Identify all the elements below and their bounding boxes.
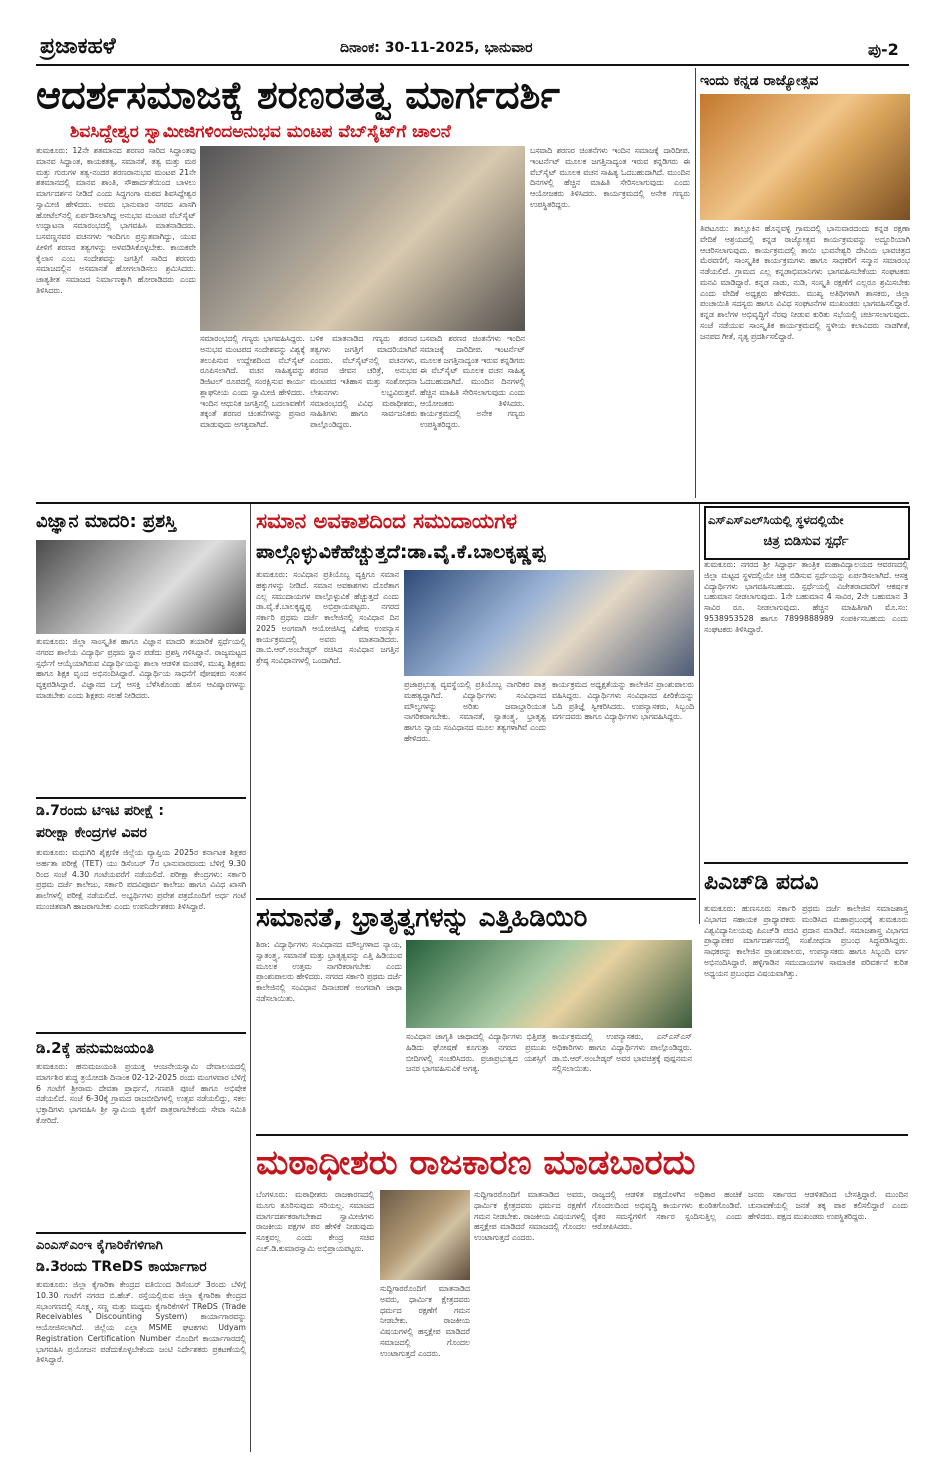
tet-headline: ಡಿ.7ರಂದು ಟಿಇಟಿ ಪರೀಕ್ಷೆ : <box>36 803 165 819</box>
samana-headline: ಸಮಾನ ಅವಕಾಶದಿಂದ ಸಮುದಾಯಗಳ <box>256 509 517 533</box>
column-divider <box>250 504 251 1452</box>
ssc-subhead: ಚಿತ್ರ ಬಿಡಿಸುವ ಸ್ಪರ್ಧೆ <box>763 534 849 549</box>
newspaper-title: ಪ್ರಜಾಕಹಳೆ <box>40 34 116 59</box>
samana-col3: ಕಾರ್ಯಕ್ರಮದ ಅಧ್ಯಕ್ಷತೆಯನ್ನು ಕಾಲೇಜಿನ ಪ್ರಾಂಶುಪಾಲರು ವಹಿಸಿದ್ದರು. ವಿದ್ಯಾರ್ಥಿಗಳು ಸಂವಿಧಾನದ ಪೀಠಿಕೆಯನ್ನು ಓದಿ ಪ್ರತಿಜ್ಞೆ ಸ್ವೀಕರಿಸಿದರು. ಉಪನ್ಯಾಸಕರು, ಸಿಬ್ಬಂದಿ ವರ್ಗದವರು ಹಾಗೂ ವಿದ್ಯಾರ್ಥಿಗಳು ಭಾಗವಹಿಸಿದ್ದರು. <box>552 680 694 722</box>
section-rule <box>704 862 908 864</box>
samana-photo <box>404 570 694 676</box>
samana-subhead: ಪಾಲ್ಗೊಳ್ಳುವಿಕೆಹೆಚ್ಚುತ್ತದೆ:ಡಾ.ವೈ.ಕೆ.ಬಾಲಕೃಷ್ಣಪ್ಪ <box>256 541 546 563</box>
vijnana-body: ತುಮಕೂರು: ಜಿಲ್ಲಾ ಸಾಂಸ್ಕೃತಿಕ ಹಾಗೂ ವಿಜ್ಞಾನ ಮಾದರಿ ತಯಾರಿಕೆ ಸ್ಪರ್ಧೆಯಲ್ಲಿ ನಗರದ ಶಾಲೆಯ ವಿದ್ಯಾರ್ಥಿ ಪ್ರಥಮ ಸ್ಥಾನ ಪಡೆದು ಪ್ರಶಸ್ತಿ ಗಳಿಸಿದ್ದಾನೆ. ರಾಜ್ಯಮಟ್ಟದ ಸ್ಪರ್ಧೆಗೆ ಆಯ್ಕೆಯಾಗಿರುವ ವಿದ್ಯಾರ್ಥಿಯನ್ನು ಶಾಲಾ ಆಡಳಿತ ಮಂಡಳಿ, ಮುಖ್ಯ ಶಿಕ್ಷಕರು ಹಾಗೂ ಶಿಕ್ಷಕ ವೃಂದ ಅಭಿನಂದಿಸಿದ್ದಾರೆ. ವಿದ್ಯಾರ್ಥಿಯ ಸಾಧನೆಗೆ ಪೋಷಕರು ಸಂತಸ ವ್ಯಕ್ತಪಡಿಸಿದ್ದಾರೆ. ವಿಜ್ಞಾನದ ಬಗ್ಗೆ ಆಸಕ್ತಿ ಬೆಳೆಸಿಕೊಂಡು ಹೊಸ ಆವಿಷ್ಕಾರಗಳನ್ನು ಮಾಡಬೇಕು ಎಂದು ಶಿಕ್ಷಕರು ಸಲಹೆ ನೀಡಿದರು. <box>36 637 246 700</box>
main-article-col4: ಬಸವಾದಿ ಶರಣರ ಚಿಂತನೆಗಳು ಇಂದಿನ ಸಮಾಜಕ್ಕೆ ದಾರಿದೀಪ. ಇಂಟರ್ನೆಟ್ ಮೂಲಕ ಜಗತ್ತಿನಾದ್ಯಂತ ಇರುವ ಕನ್ನಡಿಗರು ಈ ವೆಬ್‌ಸೈಟ್ ಮೂಲಕ ವಚನ ಸಾಹಿತ್ಯ ಓದಬಹುದಾಗಿದೆ. ಮುಂದಿನ ದಿನಗಳಲ್ಲಿ ಹೆಚ್ಚಿನ ಮಾಹಿತಿ ಸೇರಿಸಲಾಗುವುದು ಎಂದು ಆಯೋಜಕರು ತಿಳಿಸಿದರು. ಕಾರ್ಯಕ್ರಮದಲ್ಲಿ ಅನೇಕ ಗಣ್ಯರು ಉಪಸ್ಥಿತರಿದ್ದರು. <box>530 146 690 209</box>
hanuma-body: ತುಮಕೂರು: ಹನುಮಜಯಂತಿ ಪ್ರಯುಕ್ತ ಆಂಜನೇಯಸ್ವಾಮಿ ದೇವಾಲಯದಲ್ಲಿ ಮಾರ್ಗಶಿರ ಶುದ್ಧ ತ್ರಯೋದಶಿ ದಿನಾಂಕ 02-12-2025 ರಂದು ಮಂಗಳವಾರ ಬೆಳಿಗ್ಗೆ 6 ಗಂಟೆಗೆ ಶ್ರೀರಾಮ ದೇವತಾ ಪ್ರಾರ್ಥನೆ, ಗಣಪತಿ ಪೂಜೆ ಹಾಗೂ ಅಭಿಷೇಕ ನಡೆಯಲಿದೆ. ಸಂಜೆ 6-30ಕ್ಕೆ ಗ್ರಾಮದ ರಾಜಬೀದಿಗಳಲ್ಲಿ ಉತ್ಸವ ನಡೆಯಲಿದ್ದು, ಸಕಲ ಭಕ್ತಾದಿಗಳು ಭಾಗವಹಿಸಿ ಶ್ರೀ ಸ್ವಾಮಿಯ ಕೃಪೆಗೆ ಪಾತ್ರರಾಗಬೇಕೆಂದು ಸೇವಾ ಸಮಿತಿ ಕೋರಿದೆ. <box>36 1062 246 1125</box>
page-number: ಪು-2 <box>868 40 899 59</box>
samanate-headline: ಸಮಾನತೆ, ಭ್ರಾತೃತ್ವಗಳನ್ನು ಎತ್ತಿಹಿಡಿಯಿರಿ <box>256 903 588 933</box>
mathadhisha-headline: ಮಠಾಧೀಶರು ರಾಜಕಾರಣ ಮಾಡಬಾರದು <box>256 1143 696 1183</box>
main-article-col2: ಸಮಾರಂಭದಲ್ಲಿ ಗಣ್ಯರು ಭಾಗವಹಿಸಿದ್ದರು. ಅನುಭವ ಮಂಟಪದ ಸಂದೇಶವನ್ನು ವಿಶ್ವಕ್ಕೆ ತಲುಪಿಸುವ ಉದ್ದೇಶದಿಂದ ವೆಬ್‌ಸೈಟ್ ರೂಪಿಸಲಾಗಿದೆ. ವಚನ ಸಾಹಿತ್ಯವನ್ನು ಡಿಜಿಟಲ್ ರೂಪದಲ್ಲಿ ಸಂರಕ್ಷಿಸುವ ಕಾರ್ಯ ಶ್ಲಾಘನೀಯ ಎಂದು ಸ್ವಾಮೀಜಿ ಹೇಳಿದರು. ಇಂದಿನ ಆಧುನಿಕ ಜಗತ್ತಿನಲ್ಲಿ ಬದಲಾವಣೆಗೆ ತಕ್ಕಂತೆ ಶರಣರ ಚಿಂತನೆಗಳನ್ನು ಪ್ರಸಾರ ಮಾಡುವುದು ಅಗತ್ಯವಾಗಿದೆ. <box>200 334 305 429</box>
samanate-col3: ಕಾರ್ಯಕ್ರಮದಲ್ಲಿ ಉಪನ್ಯಾಸಕರು, ಎನ್‌ಎಸ್‌ಎಸ್ ಅಧಿಕಾರಿಗಳು ಹಾಗೂ ವಿದ್ಯಾರ್ಥಿಗಳು ಪಾಲ್ಗೊಂಡಿದ್ದರು. ಡಾ.ಬಿ.ಆರ್.ಅಂಬೇಡ್ಕರ್ ಅವರ ಭಾವಚಿತ್ರಕ್ಕೆ ಪುಷ್ಪನಮನ ಸಲ್ಲಿಸಲಾಯಿತು. <box>552 1032 692 1074</box>
vijnana-headline: ವಿಜ್ಞಾನ ಮಾದರಿ: ಪ್ರಶಸ್ತಿ <box>36 511 177 532</box>
tet-subhead: ಪರೀಕ್ಷಾ ಕೇಂದ್ರಗಳ ವಿವರ <box>36 825 147 841</box>
section-rule <box>36 1032 246 1034</box>
samanate-col2: ಸಂವಿಧಾನ ಜಾಗೃತಿ ಜಾಥಾದಲ್ಲಿ ವಿದ್ಯಾರ್ಥಿಗಳು ಭಿತ್ತಿಪತ್ರ ಹಿಡಿದು ಘೋಷಣೆ ಕೂಗುತ್ತಾ ನಗರದ ಪ್ರಮುಖ ಬೀದಿಗಳಲ್ಲಿ ಸಂಚರಿಸಿದರು. ಪ್ರಜಾಪ್ರಭುತ್ವದ ಯಶಸ್ಸಿಗೆ ಜನರ ಭಾಗವಹಿಸುವಿಕೆ ಅಗತ್ಯ. <box>406 1032 546 1074</box>
samanate-col1: ಶಿರಾ: ವಿದ್ಯಾರ್ಥಿಗಳು ಸಂವಿಧಾನದ ಮೌಲ್ಯಗಳಾದ ನ್ಯಾಯ, ಸ್ವಾತಂತ್ರ್ಯ, ಸಮಾನತೆ ಮತ್ತು ಭ್ರಾತೃತ್ವವನ್ನು ಎತ್ತಿ ಹಿಡಿಯುವ ಮೂಲಕ ಉತ್ತಮ ನಾಗರಿಕರಾಗಬೇಕು ಎಂದು ಪ್ರಾಂಶುಪಾಲರು ಹೇಳಿದರು. ನಗರದ ಸರ್ಕಾರಿ ಪ್ರಥಮ ದರ್ಜೆ ಕಾಲೇಜಿನಲ್ಲಿ ಸಂವಿಧಾನ ದಿನಾಚರಣೆ ಅಂಗವಾಗಿ ಜಾಥಾ ನಡೆಸಲಾಯಿತು. <box>256 940 402 1003</box>
mathadhisha-col1: ಬೆಂಗಳೂರು: ಮಠಾಧೀಶರು ರಾಜಕಾರಣದಲ್ಲಿ ಮೂಗು ತೂರಿಸುವುದು ಸರಿಯಲ್ಲ. ಸಮಾಜದ ಮಾರ್ಗದರ್ಶಕರಾಗಬೇಕಾದ ಸ್ವಾಮೀಜಿಗಳು ರಾಜಕೀಯ ಪಕ್ಷಗಳ ಪರ ಹೇಳಿಕೆ ನೀಡುವುದು ಸೂಕ್ತವಲ್ಲ ಎಂದು ಕೇಂದ್ರ ಸಚಿವ ಎಚ್.ಡಿ.ಕುಮಾರಸ್ವಾಮಿ ಅಭಿಪ್ರಾಯಪಟ್ಟರು. <box>256 1190 374 1253</box>
msme-headline: ಎಂಎಸ್‌ಎಂಇ ಕೈಗಾರಿಕೆಗಳಿಗಾಗಿ <box>36 1238 163 1253</box>
samanate-photo <box>406 940 692 1028</box>
mathadhisha-col2b: ಸುದ್ದಿಗಾರರೊಂದಿಗೆ ಮಾತನಾಡಿದ ಅವರು, ಧಾರ್ಮಿಕ ಕ್ಷೇತ್ರದವರು ಧರ್ಮದ ರಕ್ಷಣೆಗೆ ಗಮನ ನೀಡಬೇಕು. ರಾಜಕೀಯ ವಿಷಯಗಳಲ್ಲಿ ಹಸ್ತಕ್ಷೇಪ ಮಾಡಿದರೆ ಸಮಾಜದಲ್ಲಿ ಗೊಂದಲ ಉಂಟಾಗುತ್ತದೆ ಎಂದರು. <box>380 1284 470 1358</box>
masthead-rule <box>36 64 909 66</box>
issue-date: ದಿನಾಂಕ: 30-11-2025, ಭಾನುವಾರ <box>340 40 533 56</box>
msme-subhead: ಡಿ.3ರಂದು TReDS ಕಾರ್ಯಾಗಾರ <box>36 1259 207 1275</box>
tet-body: ತುಮಕೂರು: ಮಧುಗಿರಿ ಶೈಕ್ಷಣಿಕ ಜಿಲ್ಲೆಯ ವ್ಯಾಪ್ತಿಯ 2025ರ ಕರ್ನಾಟಕ ಶಿಕ್ಷಕರ ಅರ್ಹತಾ ಪರೀಕ್ಷೆ (TET) ಯು ಡಿಸೆಂಬರ್ 7ರ ಭಾನುವಾರದಂದು ಬೆಳಿಗ್ಗೆ 9.30 ರಿಂದ ಸಂಜೆ 4.30 ಗಂಟೆಯವರೆಗೆ ನಡೆಯಲಿದೆ. ಪರೀಕ್ಷಾ ಕೇಂದ್ರಗಳು: ಸರ್ಕಾರಿ ಪ್ರಥಮ ದರ್ಜೆ ಕಾಲೇಜು, ಸರ್ಕಾರಿ ಪದವಿಪೂರ್ವ ಕಾಲೇಜು ಹಾಗೂ ವಿವಿಧ ಖಾಸಗಿ ಶಾಲೆಗಳಲ್ಲಿ ಪರೀಕ್ಷೆ ನಡೆಯಲಿದೆ. ಅಭ್ಯರ್ಥಿಗಳು ಪ್ರವೇಶ ಪತ್ರದೊಂದಿಗೆ ಅರ್ಧ ಗಂಟೆ ಮುಂಚಿತವಾಗಿ ಹಾಜರಾಗಬೇಕು ಎಂದು ಉಪನಿರ್ದೇಶಕರು ತಿಳಿಸಿದ್ದಾರೆ. <box>36 848 246 911</box>
ssc-body: ತುಮಕೂರು: ನಗರದ ಶ್ರೀ ಸಿದ್ಧಾರ್ಥ ತಾಂತ್ರಿಕ ಮಹಾವಿದ್ಯಾಲಯದ ಆವರಣದಲ್ಲಿ ಜಿಲ್ಲಾ ಮಟ್ಟದ ಸ್ಥಳದಲ್ಲಿಯೇ ಚಿತ್ರ ಬಿಡಿಸುವ ಸ್ಪರ್ಧೆಯನ್ನು ಏರ್ಪಡಿಸಲಾಗಿದೆ. ಆಸಕ್ತ ವಿದ್ಯಾರ್ಥಿಗಳು ಭಾಗವಹಿಸಬಹುದು. ಸ್ಪರ್ಧೆಯಲ್ಲಿ ವಿಜೇತರಾದವರಿಗೆ ಆಕರ್ಷಕ ಬಹುಮಾನ ನೀಡಲಾಗುವುದು. 1ನೇ ಬಹುಮಾನ 4 ಸಾವಿರ, 2ನೇ ಬಹುಮಾನ 3 ಸಾವಿರ ರೂ. ನೀಡಲಾಗುವುದು. ಹೆಚ್ಚಿನ ಮಾಹಿತಿಗಾಗಿ ಮೊ.ಸಂ: 9538953528 ಹಾಗೂ 7899888989 ಸಂಪರ್ಕಿಸಬಹುದು ಎಂದು ಸಂಘಟಕರು ತಿಳಿಸಿದ್ದಾರೆ. <box>704 560 908 634</box>
main-article-col1: ತುಮಕೂರು: 12ನೇ ಶತಮಾನದ ಶರಣರ ಸಾರಿದ ಸಿದ್ಧಾಂತವು ಮಾನವ ಸಿದ್ದಾಂತ, ಕಾಯಕತತ್ವ, ಸಮಾನತೆ, ತತ್ವ ಮತ್ತು ಮಠ ಮತ್ತು ಗುರುಗಳ ತತ್ವ-ನಂದರ ಶರಣರಾನುಭವ ಮಂಟಪ 21ನೇ ಶತಮಾನದಲ್ಲಿ ಮಾನವ ಶಾಂತಿ, ಸೌಹಾರ್ದತೆಯಿಂದ ಬಾಳಲು ಮಾರ್ಗದರ್ಶನ ನೀಡಿದೆ ಎಂದು ಸಿದ್ಧಗಂಗಾ ಮಠದ ಶಿವಸಿದ್ದೇಶ್ವರ ಸ್ವಾಮೀಜಿ ಹೇಳಿದರು. ಅವರು ಭಾನುವಾರ ನಗರದ ಖಾಸಗಿ ಹೋಟೆಲ್‌ನಲ್ಲಿ ಏರ್ಪಡಿಸಲಾಗಿದ್ದ ಅನುಭವ ಮಂಟಪ ವೆಬ್‌ಸೈಟ್ ಉದ್ಘಾಟನಾ ಸಮಾರಂಭದಲ್ಲಿ ಭಾಗವಹಿಸಿ ಮಾತನಾಡಿದರು. ಬಸವಣ್ಣನವರ ವಚನಗಳು ಇಂದಿಗೂ ಪ್ರಸ್ತುತವಾಗಿದ್ದು, ಯುವ ಪೀಳಿಗೆ ಶರಣರ ತತ್ವಗಳನ್ನು ಅಳವಡಿಸಿಕೊಳ್ಳಬೇಕು. ಕಾಯಕವೇ ಕೈಲಾಸ ಎಂಬ ಸಂದೇಶವನ್ನು ಜಗತ್ತಿಗೆ ಸಾರಿದ ಶರಣರು ಸಮಾಜದಲ್ಲಿನ ಅಸಮಾನತೆ ಹೋಗಲಾಡಿಸಲು ಶ್ರಮಿಸಿದರು. ಜಾತ್ಯತೀತ ಸಮಾಜದ ನಿರ್ಮಾಣಕ್ಕಾಗಿ ಹೋರಾಡಿದರು ಎಂದು ತಿಳಿಸಿದರು. <box>36 146 196 295</box>
ssc-headline: ಎಸ್‌ಎಸ್‌ಎಲ್‌ಸಿಯಲ್ಲಿ ಸ್ಥಳದಲ್ಲಿಯೇ <box>708 513 844 527</box>
msme-body: ತುಮಕೂರು: ಜಿಲ್ಲಾ ಕೈಗಾರಿಕಾ ಕೇಂದ್ರದ ವತಿಯಿಂದ ಡಿಸೆಂಬರ್ 3ರಂದು ಬೆಳಿಗ್ಗೆ 10.30 ಗಂಟೆಗೆ ನಗರದ ಬಿ.ಹೆಚ್. ರಸ್ತೆಯಲ್ಲಿರುವ ಜಿಲ್ಲಾ ಕೈಗಾರಿಕಾ ಕೇಂದ್ರದ ಸಭಾಂಗಣದಲ್ಲಿ ಸೂಕ್ಷ್ಮ, ಸಣ್ಣ ಮತ್ತು ಮಧ್ಯಮ ಕೈಗಾರಿಕೆಗಳಿಗೆ TReDS (Trade Receivables Discounting System) ಕಾರ್ಯಾಗಾರವನ್ನು ಆಯೋಜಿಸಲಾಗಿದೆ. ಜಿಲ್ಲೆಯ ಎಲ್ಲಾ MSME ಘಟಕಗಳು Udyam Registration Certification Number ನೊಂದಿಗೆ ಕಾರ್ಯಾಗಾರದಲ್ಲಿ ಭಾಗವಹಿಸಿ ಪ್ರಯೋಜನ ಪಡೆದುಕೊಳ್ಳಬೇಕೆಂದು ಜಂಟಿ ನಿರ್ದೇಶಕರು ಪ್ರಕಟಣೆಯಲ್ಲಿ ತಿಳಿಸಿದ್ದಾರೆ. <box>36 1280 246 1365</box>
section-rule <box>36 797 246 799</box>
samana-col1: ತುಮಕೂರು: ಸಂವಿಧಾನ ಪ್ರತಿಯೊಬ್ಬ ವ್ಯಕ್ತಿಗೂ ಸಮಾನ ಹಕ್ಕುಗಳನ್ನು ನೀಡಿದೆ. ಸಮಾನ ಅವಕಾಶಗಳು ದೊರೆತಾಗ ಎಲ್ಲ ಸಮುದಾಯಗಳ ಪಾಲ್ಗೊಳ್ಳುವಿಕೆ ಹೆಚ್ಚುತ್ತದೆ ಎಂದು ಡಾ.ವೈ.ಕೆ.ಬಾಲಕೃಷ್ಣಪ್ಪ ಅಭಿಪ್ರಾಯಪಟ್ಟರು. ನಗರದ ಸರ್ಕಾರಿ ಪ್ರಥಮ ದರ್ಜೆ ಕಾಲೇಜಿನಲ್ಲಿ ಸಂವಿಧಾನ ದಿನ 2025 ಅಂಗವಾಗಿ ಆಯೋಜಿಸಿದ್ದ ವಿಶೇಷ ಉಪನ್ಯಾಸ ಕಾರ್ಯಕ್ರಮದಲ್ಲಿ ಅವರು ಮಾತನಾಡಿದರು. ಡಾ.ಬಿ.ಆರ್.ಅಂಬೇಡ್ಕರ್ ರಚಿಸಿದ ಸಂವಿಧಾನ ಜಗತ್ತಿನ ಶ್ರೇಷ್ಠ ಸಂವಿಧಾನಗಳಲ್ಲಿ ಒಂದಾಗಿದೆ. <box>256 570 399 665</box>
column-divider <box>695 68 696 498</box>
rajyotsava-headline: ಇಂದು ಕನ್ನಡ ರಾಜ್ಯೋತ್ಸವ <box>700 73 819 89</box>
phd-body: ತುಮಕೂರು: ಹುಣಸೂರು ಸರ್ಕಾರಿ ಪ್ರಥಮ ದರ್ಜೆ ಕಾಲೇಜಿನ ಸಮಾಜಶಾಸ್ತ್ರ ವಿಭಾಗದ ಸಹಾಯಕ ಪ್ರಾಧ್ಯಾಪಕರು ಮಂಡಿಸಿದ ಮಹಾಪ್ರಬಂಧಕ್ಕೆ ತುಮಕೂರು ವಿಶ್ವವಿದ್ಯಾನಿಲಯವು ಪಿಎಚ್‌ಡಿ ಪದವಿ ಪ್ರದಾನ ಮಾಡಿದೆ. ಸಮಾಜಶಾಸ್ತ್ರ ವಿಭಾಗದ ಪ್ರಾಧ್ಯಾಪಕರ ಮಾರ್ಗದರ್ಶನದಲ್ಲಿ ಸಂಶೋಧನಾ ಪ್ರಬಂಧ ಸಿದ್ಧಪಡಿಸಿದ್ದರು. ಸಾಧಕರನ್ನು ಕಾಲೇಜಿನ ಪ್ರಾಂಶುಪಾಲರು, ಉಪನ್ಯಾಸಕರು ಹಾಗೂ ಸಿಬ್ಬಂದಿ ವರ್ಗ ಅಭಿನಂದಿಸಿದ್ದಾರೆ. ಹಳ್ಳಿಗಾಡಿನ ಸಮುದಾಯಗಳ ಸಾಮಾಜಿಕ ಪರಿವರ್ತನೆ ಕುರಿತ ಅಧ್ಯಯನ ಪ್ರಬಂಧದ ವಿಷಯವಾಗಿತ್ತು. <box>704 904 908 978</box>
column-divider <box>699 504 700 924</box>
section-rule <box>36 1232 246 1234</box>
mathadhisha-col2: ಸುದ್ದಿಗಾರರೊಂದಿಗೆ ಮಾತನಾಡಿದ ಅವರು, ಧಾರ್ಮಿಕ ಕ್ಷೇತ್ರದವರು ಧರ್ಮದ ರಕ್ಷಣೆಗೆ ಗಮನ ನೀಡಬೇಕು. ರಾಜಕೀಯ ವಿಷಯಗಳಲ್ಲಿ ಹಸ್ತಕ್ಷೇಪ ಮಾಡಿದರೆ ಸಮಾಜದಲ್ಲಿ ಗೊಂದಲ ಉಂಟಾಗುತ್ತದೆ ಎಂದರು. <box>474 1190 586 1242</box>
main-article-photo-overlay <box>200 146 525 331</box>
section-rule <box>36 502 909 504</box>
rajyotsava-photo <box>700 94 910 220</box>
mathadhisha-col3: ರಾಜ್ಯದಲ್ಲಿ ಆಡಳಿತ ಪಕ್ಷದೊಳಗಿನ ಅಧಿಕಾರ ಹಂಚಿಕೆ ಗೊಂದಲದಿಂದ ಅಭಿವೃದ್ಧಿ ಕಾರ್ಯಗಳು ಕುಂಠಿತಗೊಂಡಿವೆ. ರೈತರ ಸಮಸ್ಯೆಗಳಿಗೆ ಸರ್ಕಾರ ಸ್ಪಂದಿಸುತ್ತಿಲ್ಲ ಎಂದು ಆರೋಪಿಸಿದರು. <box>592 1190 742 1232</box>
main-article-col3b: ಬಸವಾದಿ ಶರಣರ ಚಿಂತನೆಗಳು ಇಂದಿನ ಸಮಾಜಕ್ಕೆ ದಾರಿದೀಪ. ಇಂಟರ್ನೆಟ್ ಮೂಲಕ ಜಗತ್ತಿನಾದ್ಯಂತ ಇರುವ ಕನ್ನಡಿಗರು ಈ ವೆಬ್‌ಸೈಟ್ ಮೂಲಕ ವಚನ ಸಾಹಿತ್ಯ ಓದಬಹುದಾಗಿದೆ. ಮುಂದಿನ ದಿನಗಳಲ್ಲಿ ಹೆಚ್ಚಿನ ಮಾಹಿತಿ ಸೇರಿಸಲಾಗುವುದು ಎಂದು ಆಯೋಜಕರು ತಿಳಿಸಿದರು. ಕಾರ್ಯಕ್ರಮದಲ್ಲಿ ಅನೇಕ ಗಣ್ಯರು ಉಪಸ್ಥಿತರಿದ್ದರು. <box>420 334 525 429</box>
vijnana-photo <box>36 540 246 634</box>
main-headline: ಆದರ್ಶಸಮಾಜಕ್ಕೆ ಶರಣರತತ್ವ ಮಾರ್ಗದರ್ಶಿ <box>36 73 560 117</box>
samana-col2: ಪ್ರಜಾಪ್ರಭುತ್ವ ವ್ಯವಸ್ಥೆಯಲ್ಲಿ ಪ್ರತಿಯೊಬ್ಬ ನಾಗರಿಕರ ಪಾತ್ರ ಮಹತ್ವದ್ದಾಗಿದೆ. ವಿದ್ಯಾರ್ಥಿಗಳು ಸಂವಿಧಾನದ ಮೌಲ್ಯಗಳನ್ನು ಅರಿತು ಜವಾಬ್ದಾರಿಯುತ ನಾಗರಿಕರಾಗಬೇಕು. ಸಮಾನತೆ, ಸ್ವಾತಂತ್ರ್ಯ, ಭ್ರಾತೃತ್ವ ಹಾಗೂ ನ್ಯಾಯ ಸಂವಿಧಾನದ ಮೂಲ ತತ್ವಗಳಾಗಿವೆ ಎಂದು ಹೇಳಿದರು. <box>404 680 546 743</box>
hanuma-headline: ಡಿ.2ಕ್ಕೆ ಹನುಮಜಯಂತಿ <box>36 1039 155 1057</box>
rajyotsava-body: ತಿಪಟೂರು: ತಾಲ್ಲೂಕಿನ ಹೊನ್ನವಳ್ಳಿ ಗ್ರಾಮದಲ್ಲಿ ಭಾನುವಾರದಂದು ಕನ್ನಡ ರಕ್ಷಣಾ ವೇದಿಕೆ ಆಶ್ರಯದಲ್ಲಿ ಕನ್ನಡ ರಾಜ್ಯೋತ್ಸವ ಕಾರ್ಯಕ್ರಮವನ್ನು ಅದ್ದೂರಿಯಾಗಿ ಆಚರಿಸಲಾಗುವುದು. ಕಾರ್ಯಕ್ರಮದಲ್ಲಿ ತಾಯಿ ಭುವನೇಶ್ವರಿ ದೇವಿಯ ಭಾವಚಿತ್ರದ ಮೆರವಣಿಗೆ, ಸಾಂಸ್ಕೃತಿಕ ಕಾರ್ಯಕ್ರಮಗಳು ಹಾಗೂ ಸಾಧಕರಿಗೆ ಸನ್ಮಾನ ಸಮಾರಂಭ ನಡೆಯಲಿದೆ. ಗ್ರಾಮದ ಎಲ್ಲ ಕನ್ನಡಾಭಿಮಾನಿಗಳು ಭಾಗವಹಿಸಬೇಕೆಂದು ಸಂಘಟಕರು ಮನವಿ ಮಾಡಿದ್ದಾರೆ. ಕನ್ನಡ ನಾಡು, ನುಡಿ, ಸಂಸ್ಕೃತಿ ರಕ್ಷಣೆಗೆ ಎಲ್ಲರೂ ಶ್ರಮಿಸಬೇಕು ಎಂದು ವೇದಿಕೆ ಅಧ್ಯಕ್ಷರು ಹೇಳಿದರು. ಮುಖ್ಯ ಅತಿಥಿಗಳಾಗಿ ಶಾಸಕರು, ಜಿಲ್ಲಾ ಪಂಚಾಯಿತಿ ಸದಸ್ಯರು ಹಾಗೂ ವಿವಿಧ ಸಂಘಟನೆಗಳ ಮುಖಂಡರು ಭಾಗವಹಿಸಲಿದ್ದಾರೆ. ಕನ್ನಡ ಶಾಲೆಗಳ ಅಭಿವೃದ್ಧಿಗೆ ನೆರವು ನೀಡುವ ಕುರಿತು ಸಭೆಯಲ್ಲಿ ಚರ್ಚಿಸಲಾಗುವುದು. ಸಂಜೆ ನಡೆಯುವ ಸಾಂಸ್ಕೃತಿಕ ಕಾರ್ಯಕ್ರಮದಲ್ಲಿ ಸ್ಥಳೀಯ ಕಲಾವಿದರು ನಾಡಗೀತೆ, ಜನಪದ ಗೀತೆ, ನೃತ್ಯ ಪ್ರದರ್ಶಿಸಲಿದ್ದಾರೆ. <box>700 224 910 341</box>
mathadhisha-photo <box>380 1190 470 1280</box>
main-subhead: ಶಿವಸಿದ್ದೇಶ್ವರ ಸ್ವಾಮೀಜಿಗಳಿಂದಅನುಭವ ಮಂಟಪ ವೆಬ್‌ಸೈಟ್‌ಗೆ ಚಾಲನೆ <box>70 122 451 142</box>
section-rule <box>256 1134 908 1136</box>
phd-headline: ಪಿಎಚ್‌ಡಿ ಪದವಿ <box>704 870 819 895</box>
main-article-col3: ಬಳಿಕ ಮಾತನಾಡಿದ ಗಣ್ಯರು ಶರಣರ ತತ್ವಗಳು ಜಗತ್ತಿಗೆ ಮಾದರಿಯಾಗಿವೆ ಎಂದರು. ವೆಬ್‌ಸೈಟ್‌ನಲ್ಲಿ ವಚನಗಳು, ಶರಣರ ಜೀವನ ಚರಿತ್ರೆ, ಅನುಭವ ಮಂಟಪದ ಇತಿಹಾಸ ಮತ್ತು ಸಂಶೋಧನಾ ಲೇಖನಗಳು ಲಭ್ಯವಿರುತ್ತವೆ. ಸಮಾರಂಭದಲ್ಲಿ ವಿವಿಧ ಮಠಾಧೀಶರು, ಸಾಹಿತಿಗಳು ಹಾಗೂ ಸಾರ್ವಜನಿಕರು ಪಾಲ್ಗೊಂಡಿದ್ದರು. <box>310 334 417 429</box>
mathadhisha-col4: ಜನರು ಸರ್ಕಾರದ ಆಡಳಿತದಿಂದ ಬೇಸತ್ತಿದ್ದಾರೆ. ಮುಂದಿನ ಚುನಾವಣೆಯಲ್ಲಿ ಜನತೆ ತಕ್ಕ ಪಾಠ ಕಲಿಸಲಿದ್ದಾರೆ ಎಂದು ಹೇಳಿದರು. ಪಕ್ಷದ ಮುಖಂಡರು ಉಪಸ್ಥಿತರಿದ್ದರು. <box>748 1190 908 1221</box>
